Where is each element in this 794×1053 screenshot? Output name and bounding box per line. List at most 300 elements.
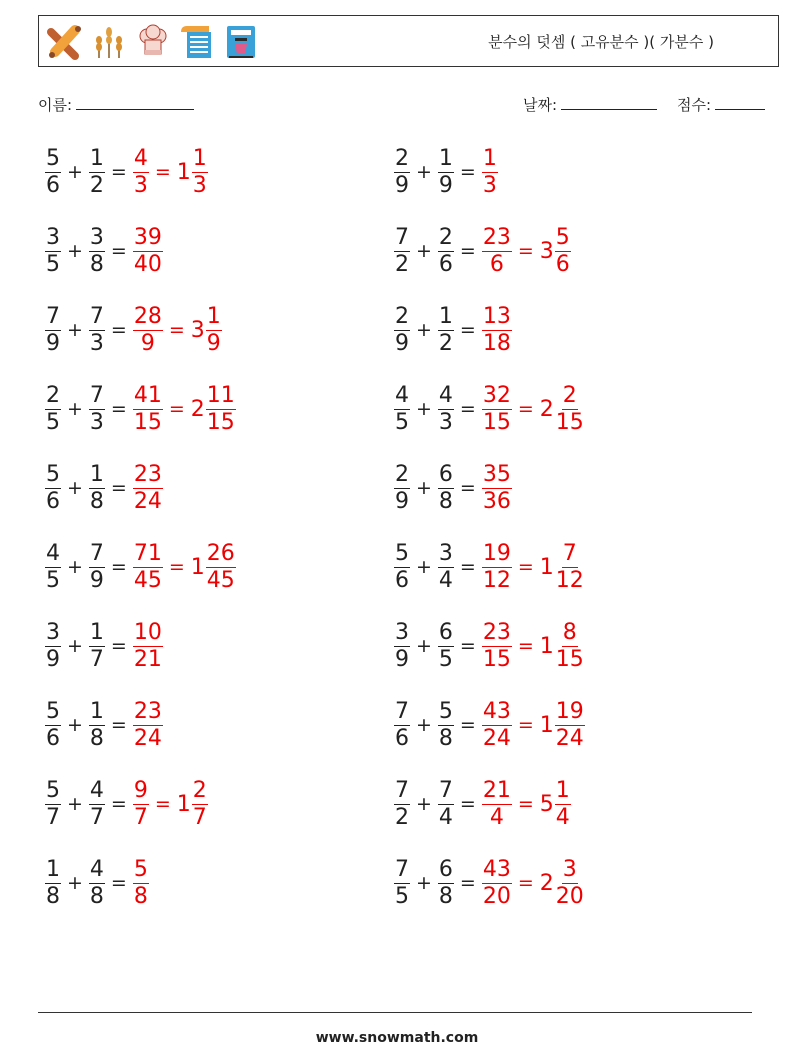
numerator: 8 [562, 619, 577, 645]
denominator: 3 [192, 172, 207, 198]
denominator: 8 [46, 883, 60, 909]
denominator: 8 [133, 883, 148, 909]
denominator: 24 [133, 725, 162, 751]
problem-row [394, 776, 571, 832]
numerator: 28 [133, 303, 162, 329]
name-label: 이름: [38, 96, 73, 114]
answer-fraction [133, 778, 149, 831]
plus-sign: + [67, 714, 83, 736]
plus-sign: + [67, 793, 83, 815]
date-blank[interactable] [561, 95, 657, 110]
addend-fraction [45, 462, 61, 515]
problem-row [45, 144, 208, 200]
numerator: 5 [555, 224, 570, 250]
denominator: 2 [395, 251, 409, 277]
denominator: 3 [438, 409, 453, 435]
numerator: 10 [133, 619, 162, 645]
score-blank[interactable] [715, 95, 765, 110]
mixed-whole: 1 [176, 159, 191, 185]
answer-fraction [482, 225, 512, 278]
mixed-fraction [555, 778, 571, 831]
name-blank[interactable] [76, 95, 194, 110]
problem-row [45, 618, 163, 674]
plus-sign: + [416, 793, 432, 815]
numerator: 1 [206, 303, 221, 329]
denominator: 3 [482, 172, 497, 198]
numerator: 1 [89, 698, 104, 724]
equals-sign: = [459, 398, 476, 420]
denominator: 9 [395, 646, 409, 672]
numerator: 2 [395, 461, 409, 487]
numerator: 23 [133, 698, 162, 724]
mixed-fraction [555, 225, 571, 278]
answer-fraction [482, 620, 512, 673]
addend-fraction [394, 778, 410, 831]
denominator: 8 [438, 488, 453, 514]
numerator: 35 [482, 461, 511, 487]
numerator: 43 [482, 698, 511, 724]
denominator: 18 [482, 330, 511, 356]
problem-row [45, 223, 163, 279]
numerator: 21 [482, 777, 511, 803]
header-icons [45, 22, 261, 62]
addend-fraction [45, 225, 61, 278]
mixed-fraction [206, 383, 236, 436]
problem-row [394, 539, 585, 595]
denominator: 9 [140, 330, 155, 356]
numerator: 11 [206, 382, 235, 408]
addend-fraction [89, 857, 105, 910]
numerator: 26 [206, 540, 235, 566]
denominator: 24 [555, 725, 584, 751]
answer-fraction [482, 699, 512, 752]
numerator: 1 [555, 777, 570, 803]
denominator: 6 [46, 488, 60, 514]
numerator: 43 [482, 856, 511, 882]
equals-sign: = [168, 319, 185, 341]
addend-fraction [438, 699, 454, 752]
problem-row [394, 381, 585, 437]
name-field[interactable] [38, 94, 194, 115]
denominator: 5 [438, 646, 453, 672]
numerator: 6 [438, 856, 453, 882]
problem-row [45, 776, 208, 832]
answer-fraction [482, 778, 512, 831]
denominator: 8 [89, 883, 104, 909]
numerator: 2 [395, 303, 409, 329]
addend-fraction [45, 383, 61, 436]
equals-sign: = [459, 872, 476, 894]
plus-sign: + [416, 714, 432, 736]
numerator: 4 [395, 382, 409, 408]
numerator: 7 [89, 303, 104, 329]
equals-sign: = [110, 240, 127, 262]
denominator: 8 [89, 488, 104, 514]
denominator: 2 [438, 330, 453, 356]
numerator: 4 [438, 382, 453, 408]
mixed-whole: 2 [539, 870, 554, 896]
equals-sign: = [517, 398, 534, 420]
numerator: 4 [89, 856, 104, 882]
problem-row [394, 223, 571, 279]
denominator: 9 [46, 646, 60, 672]
answer-fraction [482, 383, 512, 436]
answer-fraction [482, 541, 512, 594]
denominator: 15 [482, 409, 511, 435]
mixed-whole: 1 [190, 554, 205, 580]
answer-fraction [133, 857, 149, 910]
numerator: 1 [438, 145, 453, 171]
problem-row [45, 302, 222, 358]
numerator: 3 [89, 224, 104, 250]
addend-fraction [89, 304, 105, 357]
chef-hat-icon [133, 22, 173, 62]
plus-sign: + [67, 872, 83, 894]
denominator: 4 [489, 804, 504, 830]
denominator: 45 [133, 567, 162, 593]
equals-sign: = [110, 872, 127, 894]
denominator: 5 [46, 567, 60, 593]
plus-sign: + [416, 635, 432, 657]
addend-fraction [394, 146, 410, 199]
plus-sign: + [416, 161, 432, 183]
mixed-fraction [192, 778, 208, 831]
denominator: 4 [555, 804, 570, 830]
equals-sign: = [459, 240, 476, 262]
mixed-fraction [555, 620, 585, 673]
numerator: 1 [89, 619, 104, 645]
addend-fraction [438, 383, 454, 436]
mixed-whole: 1 [176, 791, 191, 817]
equals-sign: = [110, 398, 127, 420]
problem-row [45, 539, 236, 595]
denominator: 20 [555, 883, 584, 909]
mixed-fraction [206, 541, 236, 594]
answer-fraction [133, 462, 163, 515]
denominator: 7 [89, 646, 104, 672]
equals-sign: = [110, 477, 127, 499]
footer-divider [38, 1012, 752, 1013]
addend-fraction [394, 541, 410, 594]
problem-row [45, 697, 163, 753]
numerator: 3 [438, 540, 453, 566]
plus-sign: + [67, 398, 83, 420]
denominator: 7 [192, 804, 207, 830]
numerator: 5 [46, 777, 60, 803]
denominator: 7 [89, 804, 104, 830]
equals-sign: = [110, 319, 127, 341]
denominator: 3 [89, 409, 104, 435]
equals-sign: = [459, 793, 476, 815]
numerator: 4 [89, 777, 104, 803]
answer-fraction [133, 225, 163, 278]
equals-sign: = [517, 240, 534, 262]
mixed-fraction [555, 699, 585, 752]
denominator: 15 [555, 646, 584, 672]
mixed-fraction [555, 541, 585, 594]
numerator: 3 [395, 619, 409, 645]
numerator: 39 [133, 224, 162, 250]
addend-fraction [45, 857, 61, 910]
denominator: 6 [395, 567, 409, 593]
numerator: 2 [395, 145, 409, 171]
equals-sign: = [459, 635, 476, 657]
equals-sign: = [459, 161, 476, 183]
addend-fraction [45, 146, 61, 199]
numerator: 1 [46, 856, 60, 882]
equals-sign: = [110, 161, 127, 183]
answer-fraction [133, 541, 163, 594]
equals-sign: = [517, 793, 534, 815]
denominator: 6 [46, 172, 60, 198]
plus-sign: + [416, 477, 432, 499]
denominator: 7 [133, 804, 148, 830]
plus-sign: + [67, 240, 83, 262]
addend-fraction [89, 225, 105, 278]
addend-fraction [89, 462, 105, 515]
denominator: 4 [438, 804, 453, 830]
score-label: 점수: [677, 96, 712, 114]
numerator: 5 [46, 145, 60, 171]
footer-url: www.snowmath.com [315, 1030, 479, 1046]
numerator: 7 [46, 303, 60, 329]
denominator: 7 [46, 804, 60, 830]
denominator: 5 [395, 409, 409, 435]
worksheet-header [38, 15, 779, 67]
problem-row [45, 381, 236, 437]
numerator: 3 [562, 856, 577, 882]
numerator: 3 [46, 224, 60, 250]
numerator: 7 [395, 777, 409, 803]
numerator: 5 [46, 461, 60, 487]
mixed-fraction [555, 383, 585, 436]
denominator: 6 [555, 251, 570, 277]
numerator: 71 [133, 540, 162, 566]
addend-fraction [438, 304, 454, 357]
problem-row [394, 460, 512, 516]
plus-sign: + [67, 635, 83, 657]
problem-row [394, 144, 498, 200]
denominator: 15 [133, 409, 162, 435]
numerator: 2 [192, 777, 207, 803]
denominator: 5 [46, 409, 60, 435]
numerator: 23 [133, 461, 162, 487]
denominator: 8 [89, 251, 104, 277]
mixed-whole: 2 [539, 396, 554, 422]
coffee-machine-icon [221, 22, 261, 62]
addend-fraction [89, 383, 105, 436]
plus-sign: + [67, 161, 83, 183]
equals-sign: = [110, 556, 127, 578]
numerator: 41 [133, 382, 162, 408]
answer-fraction [482, 857, 512, 910]
equals-sign: = [517, 872, 534, 894]
plus-sign: + [416, 872, 432, 894]
equals-sign: = [459, 477, 476, 499]
date-field[interactable] [523, 94, 657, 115]
denominator: 6 [438, 251, 453, 277]
denominator: 9 [206, 330, 221, 356]
numerator: 7 [562, 540, 577, 566]
numerator: 23 [482, 224, 511, 250]
numerator: 7 [395, 856, 409, 882]
denominator: 8 [438, 883, 453, 909]
worksheet-title: 분수의 덧셈 ( 고유분수 )( 가분수 ) [488, 33, 714, 51]
plus-sign: + [67, 477, 83, 499]
denominator: 45 [206, 567, 235, 593]
addend-fraction [394, 620, 410, 673]
denominator: 12 [555, 567, 584, 593]
denominator: 3 [89, 330, 104, 356]
date-label: 날짜: [523, 96, 558, 114]
mixed-whole: 1 [539, 633, 554, 659]
denominator: 15 [206, 409, 235, 435]
denominator: 24 [482, 725, 511, 751]
plus-sign: + [416, 240, 432, 262]
mixed-fraction [206, 304, 222, 357]
numerator: 9 [133, 777, 148, 803]
answer-fraction [482, 304, 512, 357]
addend-fraction [394, 699, 410, 752]
addend-fraction [394, 383, 410, 436]
denominator: 5 [395, 883, 409, 909]
equals-sign: = [459, 714, 476, 736]
numerator: 7 [395, 698, 409, 724]
denominator: 12 [482, 567, 511, 593]
mixed-whole: 1 [539, 712, 554, 738]
numerator: 5 [438, 698, 453, 724]
answer-fraction [482, 146, 498, 199]
addend-fraction [438, 778, 454, 831]
numerator: 2 [562, 382, 577, 408]
numerator: 1 [192, 145, 207, 171]
addend-fraction [438, 857, 454, 910]
problem-row [394, 855, 585, 911]
mixed-fraction [192, 146, 208, 199]
answer-fraction [133, 620, 163, 673]
denominator: 9 [395, 172, 409, 198]
numerator: 7 [395, 224, 409, 250]
answer-fraction [133, 699, 163, 752]
denominator: 8 [89, 725, 104, 751]
numerator: 4 [46, 540, 60, 566]
denominator: 9 [438, 172, 453, 198]
denominator: 5 [46, 251, 60, 277]
equals-sign: = [459, 556, 476, 578]
addend-fraction [89, 620, 105, 673]
numerator: 19 [482, 540, 511, 566]
answer-fraction [133, 146, 149, 199]
mixed-whole: 3 [190, 317, 205, 343]
addend-fraction [45, 778, 61, 831]
addend-fraction [45, 304, 61, 357]
equals-sign: = [154, 161, 171, 183]
denominator: 9 [395, 488, 409, 514]
denominator: 21 [133, 646, 162, 672]
numerator: 7 [89, 382, 104, 408]
numerator: 3 [46, 619, 60, 645]
mixed-fraction [555, 857, 585, 910]
addend-fraction [89, 699, 105, 752]
addend-fraction [89, 541, 105, 594]
denominator: 6 [46, 725, 60, 751]
numerator: 13 [482, 303, 511, 329]
mixed-whole: 1 [539, 554, 554, 580]
denominator: 9 [89, 567, 104, 593]
wheat-icon [89, 22, 129, 62]
addend-fraction [89, 146, 105, 199]
denominator: 2 [395, 804, 409, 830]
plus-sign: + [416, 398, 432, 420]
mixed-whole: 3 [539, 238, 554, 264]
numerator: 1 [438, 303, 453, 329]
numerator: 5 [46, 698, 60, 724]
denominator: 3 [133, 172, 148, 198]
problem-row [394, 302, 512, 358]
numerator: 6 [438, 619, 453, 645]
denominator: 6 [489, 251, 504, 277]
rolling-pin-icon [45, 22, 85, 62]
numerator: 1 [482, 145, 497, 171]
denominator: 36 [482, 488, 511, 514]
addend-fraction [394, 304, 410, 357]
problem-row [45, 855, 149, 911]
equals-sign: = [110, 714, 127, 736]
addend-fraction [394, 462, 410, 515]
numerator: 5 [133, 856, 148, 882]
numerator: 32 [482, 382, 511, 408]
denominator: 8 [438, 725, 453, 751]
score-field[interactable] [677, 94, 765, 115]
numerator: 1 [89, 145, 104, 171]
answer-fraction [482, 462, 512, 515]
denominator: 15 [555, 409, 584, 435]
addend-fraction [89, 778, 105, 831]
addend-fraction [438, 541, 454, 594]
denominator: 4 [438, 567, 453, 593]
plus-sign: + [416, 319, 432, 341]
plus-sign: + [67, 556, 83, 578]
equals-sign: = [110, 793, 127, 815]
denominator: 20 [482, 883, 511, 909]
mixed-whole: 2 [190, 396, 205, 422]
addend-fraction [438, 146, 454, 199]
equals-sign: = [517, 714, 534, 736]
numerator: 4 [133, 145, 148, 171]
numerator: 23 [482, 619, 511, 645]
denominator: 40 [133, 251, 162, 277]
denominator: 15 [482, 646, 511, 672]
numerator: 1 [89, 461, 104, 487]
problem-row [45, 460, 163, 516]
mixed-whole: 5 [539, 791, 554, 817]
answer-fraction [133, 383, 163, 436]
addend-fraction [438, 225, 454, 278]
addend-fraction [45, 541, 61, 594]
addend-fraction [45, 620, 61, 673]
numerator: 2 [46, 382, 60, 408]
denominator: 24 [133, 488, 162, 514]
recipe-card-icon [177, 22, 217, 62]
problem-row [394, 697, 585, 753]
denominator: 9 [395, 330, 409, 356]
answer-fraction [133, 304, 163, 357]
equals-sign: = [517, 556, 534, 578]
equals-sign: = [110, 635, 127, 657]
addend-fraction [394, 225, 410, 278]
numerator: 2 [438, 224, 453, 250]
numerator: 6 [438, 461, 453, 487]
